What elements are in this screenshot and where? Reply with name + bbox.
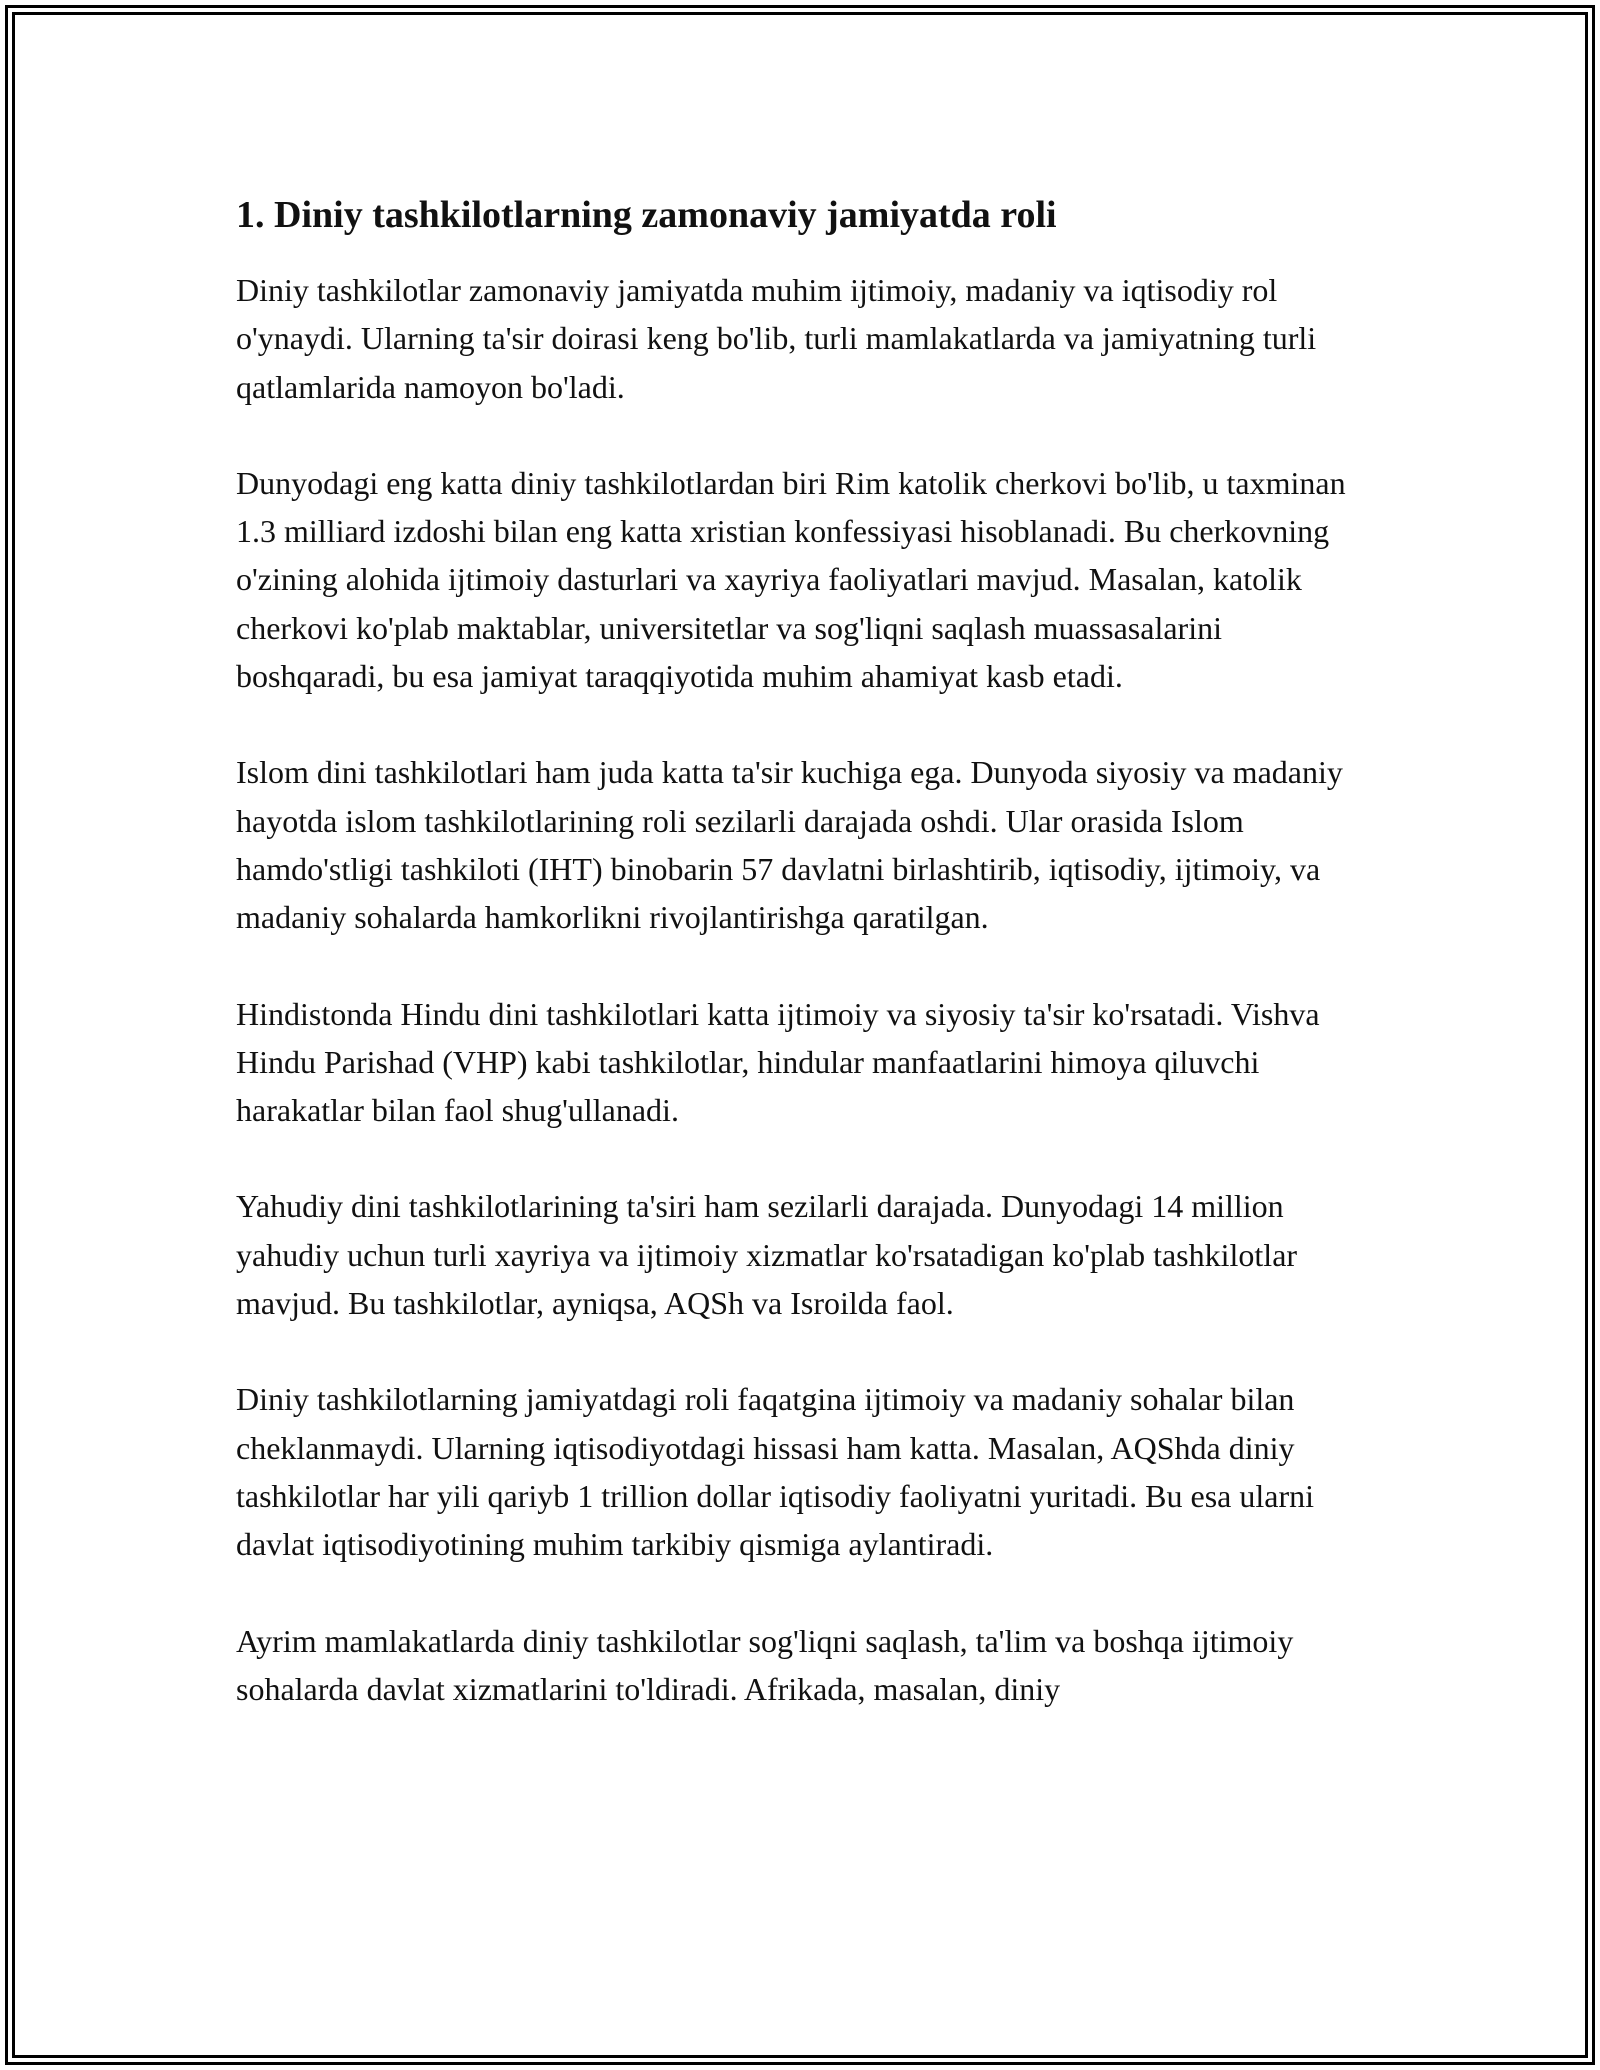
paragraph-hindu-organizations: Hindistonda Hindu dini tashkilotlari katta ijtimoiy va siyosiy ta'sir ko'rsatadi. Vishva Hindu Parishad (VHP) kabi tashkilotlar, hindular manfaatlarini himoya qiluvchi harakatlar bilan faol shug'ullanadi. — [236, 995, 1320, 1129]
paragraph-catholic-church: Dunyodagi eng katta diniy tashkilotlardan biri Rim katolik cherkovi bo'lib, u taxminan 1.3 milliard izdoshi bilan eng katta xristian konfessiyasi hisoblanadi. Bu cherkovning o'zining alohida ijtimoiy dasturlari va xayriya faoliyatlari mavjud. Masalan, katolik cherkovi ko'plab maktablar, universitetlar va sog'liqni saqlash muassasalarini boshqaradi, bu esa jamiyat taraqqiyotida muhim ahamiyat kasb etadi. — [236, 464, 1346, 695]
paragraph-jewish-organizations: Yahudiy dini tashkilotlarining ta'siri ham sezilarli darajada. Dunyodagi 14 million yahudiy uchun turli xayriya va ijtimoiy xizmatlar ko'rsatadigan ko'plab tashkilotlar mavjud. Bu tashkilotlar, ayniqsa, AQSh va Isroilda faol. — [236, 1188, 1298, 1322]
paragraph-islamic-organizations: Islom dini tashkilotlari ham juda katta ta'sir kuchiga ega. Dunyoda siyosiy va madaniy hayotda islom tashkilotlarining roli sezilarli darajada oshdi. Ular orasida Islom hamdo'stligi tashkiloti (IHT) binobarin 57 davlatni birlashtirib, iqtisodiy, ijtimoiy, va madaniy sohalarda hamkorlikni rivojlantirishga qaratilgan. — [236, 754, 1343, 936]
paragraph-intro: Diniy tashkilotlar zamonaviy jamiyatda muhim ijtimoiy, madaniy va iqtisodiy rol o'ynaydi. Ularning ta'sir doirasi keng bo'lib, turli mamlakatlarda va jamiyatning turli qatlamlarida namoyon bo'ladi. — [236, 272, 1317, 405]
paragraph-economic-role: Diniy tashkilotlarning jamiyatdagi roli faqatgina ijtimoiy va madaniy sohalar bilan cheklanmaydi. Ularning iqtisodiyotdagi hissasi ham katta. Masalan, AQShda diniy tashkilotlar har yili qariyb 1 trillion dollar iqtisodiy faoliyatni yuritadi. Bu esa ularni davlat iqtisodiyotining muhim tarkibiy qismiga aylantiradi. — [236, 1381, 1315, 1563]
paragraph-social-services: Ayrim mamlakatlarda diniy tashkilotlar sog'liqni saqlash, ta'lim va boshqa ijtimoiy sohalarda davlat xizmatlarini to'ldiradi. Afrikada, masalan, diniy — [236, 1622, 1294, 1707]
section-heading: 1. Diniy tashkilotlarning zamonaviy jamiyatda roli — [236, 194, 1057, 236]
document-body — [236, 184, 1376, 1761]
